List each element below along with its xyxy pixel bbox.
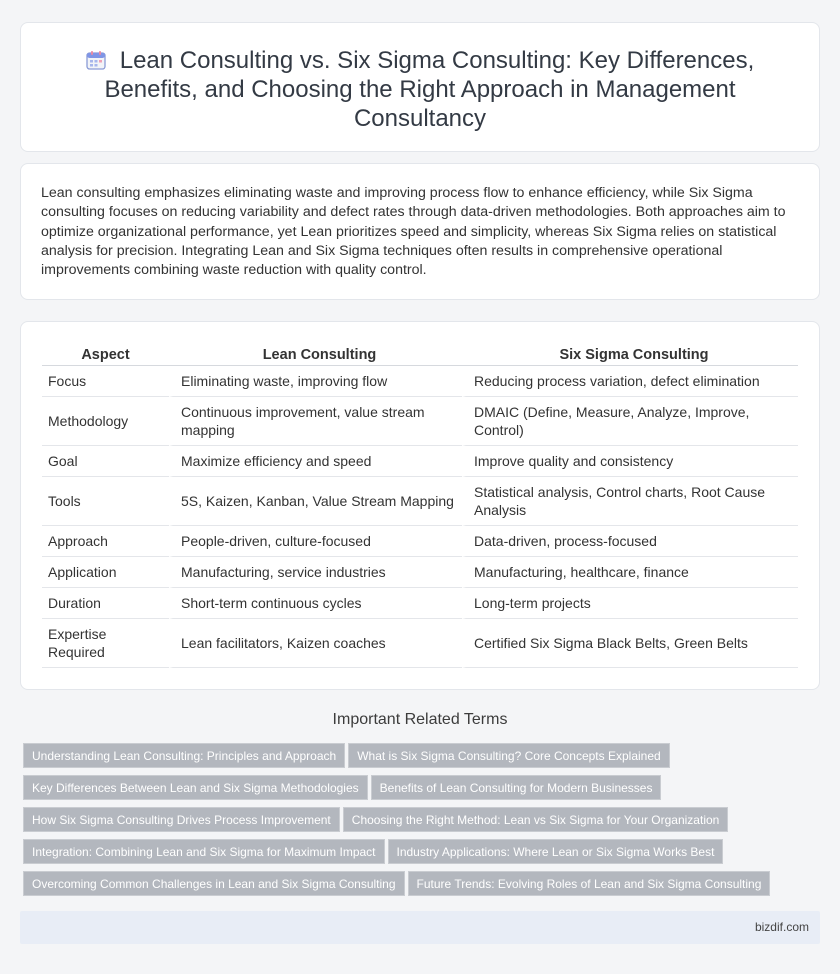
- intro-card: [20, 163, 820, 300]
- six-sigma-cell: Data-driven, process-focused: [462, 526, 798, 557]
- lean-cell: Manufacturing, service industries: [169, 557, 462, 588]
- header-aspect: Aspect: [42, 341, 169, 366]
- related-term-link[interactable]: Future Trends: Evolving Roles of Lean and Six Sigma Consulting: [408, 871, 771, 896]
- comparison-table: [42, 341, 798, 668]
- page-title: [21, 46, 819, 133]
- lean-cell: Eliminating waste, improving flow: [169, 366, 462, 397]
- six-sigma-cell: Improve quality and consistency: [462, 446, 798, 477]
- aspect-cell: Methodology: [42, 397, 169, 446]
- table-row: [42, 477, 798, 526]
- aspect-cell: Approach: [42, 526, 169, 557]
- aspect-cell: Application: [42, 557, 169, 588]
- related-term-link[interactable]: How Six Sigma Consulting Drives Process Improvement: [23, 807, 340, 832]
- intro-paragraph: Lean consulting emphasizes eliminating waste and improving process flow to enhance efficiency, while Six Sigma consulting focuses on reducing variability and defect rates through data-driven methodologies. Both approaches aim to optimize organizational performance, yet Lean prioritizes speed and simplicity, whereas Six Sigma relies on statistical analysis for precision. Integrating Lean and Six Sigma techniques often results in comprehensive operational improvements combining waste reduction with quality control.: [41, 185, 786, 279]
- six-sigma-cell: Reducing process variation, defect elimination: [462, 366, 798, 397]
- related-term-link[interactable]: Choosing the Right Method: Lean vs Six Sigma for Your Organization: [343, 807, 729, 832]
- table-header-row: [42, 341, 798, 366]
- table-row: [42, 446, 798, 477]
- six-sigma-cell: DMAIC (Define, Measure, Analyze, Improve, Control): [462, 397, 798, 446]
- related-term-link[interactable]: Understanding Lean Consulting: Principles and Approach: [23, 743, 345, 768]
- related-term-link[interactable]: What is Six Sigma Consulting? Core Concepts Explained: [348, 743, 669, 768]
- related-terms-heading: Important Related Terms: [332, 711, 508, 728]
- six-sigma-cell: Statistical analysis, Control charts, Root Cause Analysis: [462, 477, 798, 526]
- table-row: [42, 619, 798, 668]
- table-row: [42, 557, 798, 588]
- header-lean: Lean Consulting: [169, 341, 462, 366]
- aspect-cell: Tools: [42, 477, 169, 526]
- lean-cell: Short-term continuous cycles: [169, 588, 462, 619]
- related-terms-list: [23, 743, 813, 903]
- footer-bar: [20, 911, 820, 944]
- header-six-sigma: Six Sigma Consulting: [462, 341, 798, 366]
- comparison-card: [20, 321, 820, 690]
- lean-cell: Maximize efficiency and speed: [169, 446, 462, 477]
- related-term-link[interactable]: Key Differences Between Lean and Six Sigma Methodologies: [23, 775, 368, 800]
- lean-cell: Lean facilitators, Kaizen coaches: [169, 619, 462, 668]
- related-term-link[interactable]: Industry Applications: Where Lean or Six Sigma Works Best: [388, 839, 724, 864]
- related-term-link[interactable]: Benefits of Lean Consulting for Modern Businesses: [371, 775, 662, 800]
- table-row: [42, 366, 798, 397]
- six-sigma-cell: Long-term projects: [462, 588, 798, 619]
- six-sigma-cell: Manufacturing, healthcare, finance: [462, 557, 798, 588]
- aspect-cell: Focus: [42, 366, 169, 397]
- aspect-cell: Goal: [42, 446, 169, 477]
- calendar-icon: [86, 50, 106, 70]
- related-term-link[interactable]: Overcoming Common Challenges in Lean and Six Sigma Consulting: [23, 871, 405, 896]
- table-row: [42, 588, 798, 619]
- aspect-cell: Duration: [42, 588, 169, 619]
- lean-cell: People-driven, culture-focused: [169, 526, 462, 557]
- table-row: [42, 526, 798, 557]
- site-name[interactable]: bizdif.com: [754, 920, 809, 934]
- lean-cell: 5S, Kaizen, Kanban, Value Stream Mapping: [169, 477, 462, 526]
- aspect-cell: Expertise Required: [42, 619, 169, 668]
- six-sigma-cell: Certified Six Sigma Black Belts, Green Belts: [462, 619, 798, 668]
- lean-cell: Continuous improvement, value stream mapping: [169, 397, 462, 446]
- page-title-text: Lean Consulting vs. Six Sigma Consulting: Key Differences, Benefits, and Choosing the Right Approach in Management Consultancy: [104, 47, 755, 132]
- title-card: [20, 22, 820, 152]
- table-row: [42, 397, 798, 446]
- related-term-link[interactable]: Integration: Combining Lean and Six Sigma for Maximum Impact: [23, 839, 385, 864]
